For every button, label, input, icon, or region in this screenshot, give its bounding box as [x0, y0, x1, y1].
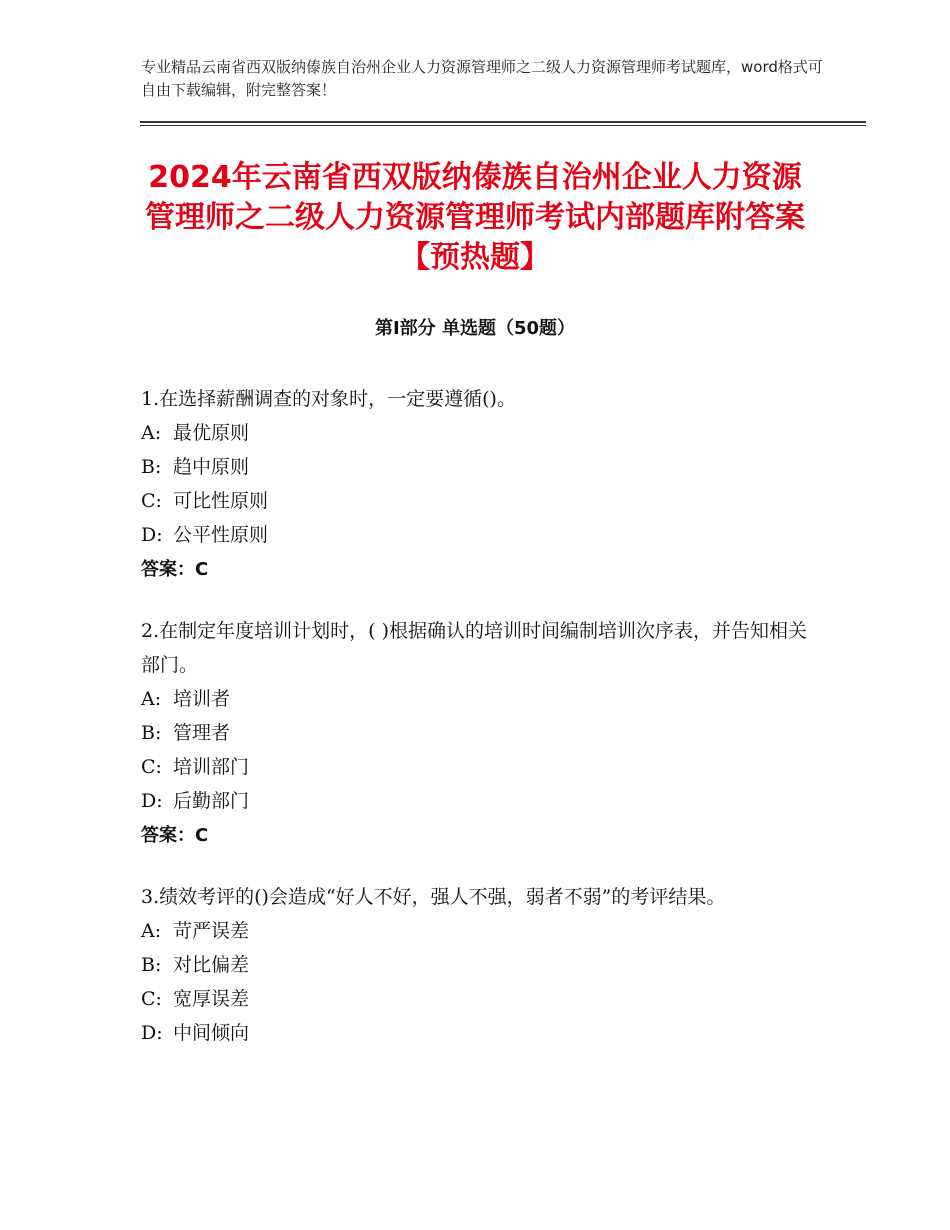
option-key: A:	[141, 688, 162, 710]
question-stem: 1.在选择薪酬调查的对象时，一定要遵循()。	[141, 388, 516, 410]
option-text: 苛严误差	[173, 920, 250, 942]
option-c	[141, 750, 811, 784]
option-key: C:	[141, 490, 162, 512]
answer-line: 答案：C	[141, 559, 209, 580]
option-a	[141, 914, 811, 948]
option-key: B:	[141, 722, 162, 744]
header-rule-thick	[140, 121, 866, 123]
answer-line: 答案：C	[141, 825, 209, 846]
option-a	[141, 416, 811, 450]
option-b	[141, 948, 811, 982]
option-key: D:	[141, 790, 163, 812]
option-key: C:	[141, 756, 162, 778]
question-stem: 2.在制定年度培训计划时，( )根据确认的培训时间编制培训次序表，并告知相关部门。	[141, 620, 807, 676]
option-key: B:	[141, 456, 162, 478]
option-a	[141, 682, 811, 716]
option-text: 趋中原则	[173, 456, 250, 478]
option-key: A:	[141, 920, 162, 942]
option-key: D:	[141, 1022, 163, 1044]
option-d	[141, 518, 811, 552]
question-3	[141, 880, 811, 1050]
option-b	[141, 450, 811, 484]
question-list	[141, 382, 811, 1076]
document-title: 2024年云南省西双版纳傣族自治州企业人力资源管理师之二级人力资源管理师考试内部题库附答案【预热题】	[145, 160, 805, 275]
option-c	[141, 484, 811, 518]
header-note: 专业精品云南省西双版纳傣族自治州企业人力资源管理师之二级人力资源管理师考试题库，word格式可自由下载编辑，附完整答案！	[141, 58, 823, 99]
option-text: 宽厚误差	[173, 988, 250, 1010]
option-text: 中间倾向	[173, 1022, 250, 1044]
option-key: A:	[141, 422, 162, 444]
option-b	[141, 716, 811, 750]
option-text: 培训部门	[173, 756, 250, 778]
question-2	[141, 614, 811, 854]
option-text: 对比偏差	[173, 954, 250, 976]
option-text: 公平性原则	[173, 524, 269, 546]
question-stem: 3.绩效考评的()会造成“好人不好，强人不强，弱者不弱”的考评结果。	[141, 886, 726, 908]
option-d	[141, 1016, 811, 1050]
option-text: 培训者	[173, 688, 231, 710]
option-c	[141, 982, 811, 1016]
option-key: C:	[141, 988, 162, 1010]
option-key: D:	[141, 524, 163, 546]
question-1	[141, 382, 811, 588]
section-title: 第Ⅰ部分 单选题（50题）	[374, 318, 575, 339]
option-text: 可比性原则	[173, 490, 269, 512]
option-key: B:	[141, 954, 162, 976]
header-rule-thin	[140, 125, 866, 126]
option-d	[141, 784, 811, 818]
option-text: 后勤部门	[173, 790, 250, 812]
option-text: 最优原则	[173, 422, 250, 444]
option-text: 管理者	[173, 722, 231, 744]
